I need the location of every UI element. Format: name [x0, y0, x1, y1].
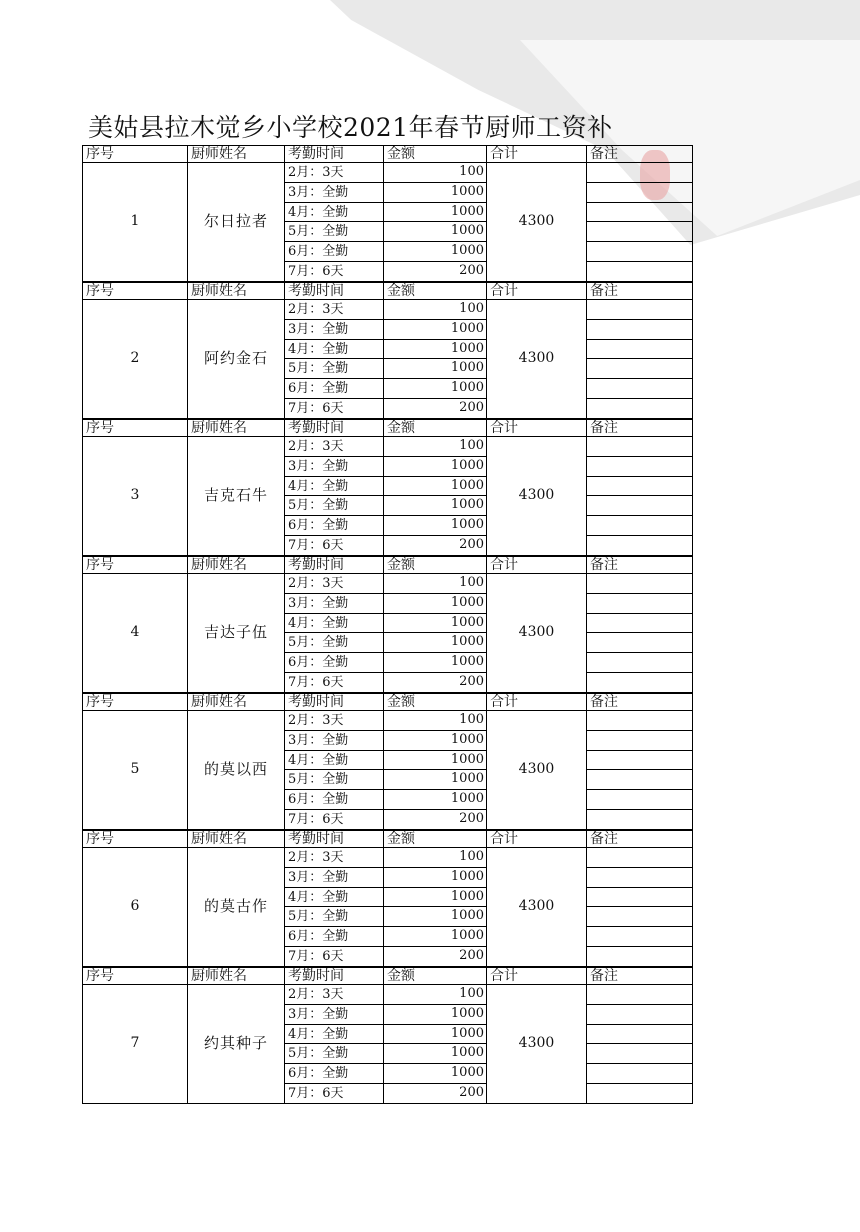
total-amount: 4300: [487, 848, 587, 967]
header-remark: 备注: [587, 830, 693, 848]
remark-cell: [587, 711, 693, 731]
remark-cell: [587, 536, 693, 556]
seq-number: 2: [83, 300, 188, 419]
attendance-cell: 6月：全勤: [285, 1064, 384, 1084]
amount-cell: 1000: [384, 516, 487, 536]
remark-cell: [587, 633, 693, 653]
attendance-cell: 3月：全勤: [285, 1005, 384, 1025]
header-seq: 序号: [83, 556, 188, 574]
total-amount: 4300: [487, 574, 587, 693]
remark-cell: [587, 614, 693, 634]
header-remark: 备注: [587, 282, 693, 300]
remark-cell: [587, 868, 693, 888]
header-cook-name: 厨师姓名: [188, 282, 285, 300]
remark-cell: [587, 262, 693, 282]
amount-cell: 1000: [384, 320, 487, 340]
header-seq: 序号: [83, 693, 188, 711]
amount-cell: 1000: [384, 1064, 487, 1084]
amount-cell: 1000: [384, 790, 487, 810]
attendance-cell: 2月：3天: [285, 437, 384, 457]
seq-number: 3: [83, 437, 188, 556]
cook-name: 的莫古作: [188, 848, 285, 967]
amount-cell: 100: [384, 300, 487, 320]
salary-table: [82, 145, 692, 1104]
amount-cell: 1000: [384, 359, 487, 379]
attendance-cell: 7月：6天: [285, 810, 384, 830]
cook-name: 尔日拉者: [188, 163, 285, 282]
header-seq: 序号: [83, 145, 188, 163]
attendance-cell: 7月：6天: [285, 399, 384, 419]
amount-cell: 1000: [384, 183, 487, 203]
header-cook-name: 厨师姓名: [188, 830, 285, 848]
header-total: 合计: [487, 145, 587, 163]
attendance-cell: 4月：全勤: [285, 340, 384, 360]
attendance-cell: 5月：全勤: [285, 633, 384, 653]
header-amount: 金额: [384, 967, 487, 985]
remark-cell: [587, 673, 693, 693]
attendance-cell: 5月：全勤: [285, 1044, 384, 1064]
remark-cell: [587, 437, 693, 457]
attendance-cell: 4月：全勤: [285, 477, 384, 497]
attendance-cell: 2月：3天: [285, 711, 384, 731]
amount-cell: 100: [384, 574, 487, 594]
remark-cell: [587, 574, 693, 594]
amount-cell: 200: [384, 810, 487, 830]
remark-cell: [587, 457, 693, 477]
cook-name: 的莫以西: [188, 711, 285, 830]
cook-name: 吉克石牛: [188, 437, 285, 556]
attendance-cell: 2月：3天: [285, 300, 384, 320]
remark-cell: [587, 653, 693, 673]
remark-cell: [587, 1005, 693, 1025]
header-cook-name: 厨师姓名: [188, 556, 285, 574]
attendance-cell: 7月：6天: [285, 536, 384, 556]
remark-cell: [587, 496, 693, 516]
attendance-cell: 7月：6天: [285, 947, 384, 967]
remark-cell: [587, 183, 693, 203]
header-cook-name: 厨师姓名: [188, 145, 285, 163]
remark-cell: [587, 340, 693, 360]
remark-cell: [587, 907, 693, 927]
remark-cell: [587, 320, 693, 340]
amount-cell: 1000: [384, 203, 487, 223]
remark-cell: [587, 731, 693, 751]
amount-cell: 1000: [384, 927, 487, 947]
attendance-cell: 5月：全勤: [285, 359, 384, 379]
header-attendance: 考勤时间: [285, 693, 384, 711]
header-attendance: 考勤时间: [285, 145, 384, 163]
amount-cell: 1000: [384, 1044, 487, 1064]
amount-cell: 1000: [384, 770, 487, 790]
attendance-cell: 7月：6天: [285, 673, 384, 693]
amount-cell: 1000: [384, 653, 487, 673]
attendance-cell: 3月：全勤: [285, 731, 384, 751]
header-seq: 序号: [83, 282, 188, 300]
amount-cell: 200: [384, 947, 487, 967]
amount-cell: 1000: [384, 907, 487, 927]
remark-cell: [587, 1084, 693, 1104]
remark-cell: [587, 203, 693, 223]
header-total: 合计: [487, 830, 587, 848]
amount-cell: 100: [384, 985, 487, 1005]
remark-cell: [587, 399, 693, 419]
remark-cell: [587, 516, 693, 536]
amount-cell: 200: [384, 262, 487, 282]
cook-record-group: [82, 693, 693, 830]
amount-cell: 1000: [384, 242, 487, 262]
amount-cell: 1000: [384, 888, 487, 908]
attendance-cell: 2月：3天: [285, 163, 384, 183]
amount-cell: 200: [384, 673, 487, 693]
amount-cell: 200: [384, 399, 487, 419]
header-seq: 序号: [83, 419, 188, 437]
attendance-cell: 4月：全勤: [285, 203, 384, 223]
header-amount: 金额: [384, 282, 487, 300]
remark-cell: [587, 810, 693, 830]
seq-number: 4: [83, 574, 188, 693]
amount-cell: 200: [384, 1084, 487, 1104]
attendance-cell: 3月：全勤: [285, 183, 384, 203]
attendance-cell: 5月：全勤: [285, 770, 384, 790]
amount-cell: 1000: [384, 222, 487, 242]
seq-number: 5: [83, 711, 188, 830]
document-title: 美姑县拉木觉乡小学校2021年春节厨师工资补: [88, 113, 613, 142]
header-amount: 金额: [384, 830, 487, 848]
header-total: 合计: [487, 282, 587, 300]
attendance-cell: 7月：6天: [285, 262, 384, 282]
total-amount: 4300: [487, 711, 587, 830]
attendance-cell: 4月：全勤: [285, 614, 384, 634]
attendance-cell: 6月：全勤: [285, 653, 384, 673]
cook-record-group: [82, 419, 693, 556]
header-attendance: 考勤时间: [285, 967, 384, 985]
header-remark: 备注: [587, 967, 693, 985]
cook-record-group: [82, 830, 693, 967]
remark-cell: [587, 379, 693, 399]
remark-cell: [587, 477, 693, 497]
remark-cell: [587, 848, 693, 868]
attendance-cell: 3月：全勤: [285, 594, 384, 614]
amount-cell: 1000: [384, 477, 487, 497]
remark-cell: [587, 927, 693, 947]
attendance-cell: 6月：全勤: [285, 790, 384, 810]
header-amount: 金额: [384, 556, 487, 574]
header-total: 合计: [487, 693, 587, 711]
attendance-cell: 7月：6天: [285, 1084, 384, 1104]
amount-cell: 1000: [384, 614, 487, 634]
amount-cell: 1000: [384, 594, 487, 614]
cook-name: 吉达子伍: [188, 574, 285, 693]
remark-cell: [587, 947, 693, 967]
remark-cell: [587, 594, 693, 614]
amount-cell: 1000: [384, 379, 487, 399]
header-attendance: 考勤时间: [285, 556, 384, 574]
header-attendance: 考勤时间: [285, 830, 384, 848]
amount-cell: 100: [384, 437, 487, 457]
header-amount: 金额: [384, 145, 487, 163]
header-total: 合计: [487, 419, 587, 437]
attendance-cell: 5月：全勤: [285, 907, 384, 927]
total-amount: 4300: [487, 437, 587, 556]
remark-cell: [587, 1064, 693, 1084]
remark-cell: [587, 751, 693, 771]
header-amount: 金额: [384, 419, 487, 437]
remark-cell: [587, 242, 693, 262]
header-attendance: 考勤时间: [285, 419, 384, 437]
attendance-cell: 2月：3天: [285, 848, 384, 868]
seq-number: 6: [83, 848, 188, 967]
remark-cell: [587, 1025, 693, 1045]
remark-cell: [587, 790, 693, 810]
attendance-cell: 3月：全勤: [285, 457, 384, 477]
amount-cell: 100: [384, 711, 487, 731]
seq-number: 7: [83, 985, 188, 1104]
header-amount: 金额: [384, 693, 487, 711]
total-amount: 4300: [487, 163, 587, 282]
header-cook-name: 厨师姓名: [188, 693, 285, 711]
remark-cell: [587, 985, 693, 1005]
remark-cell: [587, 222, 693, 242]
amount-cell: 1000: [384, 633, 487, 653]
cook-name: 阿约金石: [188, 300, 285, 419]
header-remark: 备注: [587, 145, 693, 163]
amount-cell: 1000: [384, 1025, 487, 1045]
attendance-cell: 4月：全勤: [285, 751, 384, 771]
attendance-cell: 3月：全勤: [285, 320, 384, 340]
header-total: 合计: [487, 556, 587, 574]
header-seq: 序号: [83, 967, 188, 985]
remark-cell: [587, 888, 693, 908]
cook-record-group: [82, 556, 693, 693]
attendance-cell: 3月：全勤: [285, 868, 384, 888]
amount-cell: 1000: [384, 1005, 487, 1025]
cook-record-group: [82, 967, 693, 1104]
attendance-cell: 4月：全勤: [285, 1025, 384, 1045]
remark-cell: [587, 163, 693, 183]
attendance-cell: 6月：全勤: [285, 927, 384, 947]
amount-cell: 100: [384, 163, 487, 183]
attendance-cell: 5月：全勤: [285, 496, 384, 516]
cook-record-group: [82, 282, 693, 419]
attendance-cell: 2月：3天: [285, 985, 384, 1005]
amount-cell: 1000: [384, 751, 487, 771]
header-seq: 序号: [83, 830, 188, 848]
amount-cell: 1000: [384, 340, 487, 360]
seq-number: 1: [83, 163, 188, 282]
amount-cell: 1000: [384, 731, 487, 751]
header-cook-name: 厨师姓名: [188, 419, 285, 437]
header-remark: 备注: [587, 693, 693, 711]
header-attendance: 考勤时间: [285, 282, 384, 300]
header-remark: 备注: [587, 556, 693, 574]
total-amount: 4300: [487, 300, 587, 419]
attendance-cell: 6月：全勤: [285, 242, 384, 262]
cook-record-group: [82, 145, 693, 282]
header-remark: 备注: [587, 419, 693, 437]
amount-cell: 1000: [384, 496, 487, 516]
amount-cell: 1000: [384, 868, 487, 888]
cook-name: 约其种子: [188, 985, 285, 1104]
amount-cell: 1000: [384, 457, 487, 477]
remark-cell: [587, 770, 693, 790]
remark-cell: [587, 1044, 693, 1064]
attendance-cell: 6月：全勤: [285, 516, 384, 536]
remark-cell: [587, 359, 693, 379]
remark-cell: [587, 300, 693, 320]
amount-cell: 100: [384, 848, 487, 868]
amount-cell: 200: [384, 536, 487, 556]
total-amount: 4300: [487, 985, 587, 1104]
header-cook-name: 厨师姓名: [188, 967, 285, 985]
attendance-cell: 5月：全勤: [285, 222, 384, 242]
attendance-cell: 4月：全勤: [285, 888, 384, 908]
attendance-cell: 2月：3天: [285, 574, 384, 594]
header-total: 合计: [487, 967, 587, 985]
attendance-cell: 6月：全勤: [285, 379, 384, 399]
